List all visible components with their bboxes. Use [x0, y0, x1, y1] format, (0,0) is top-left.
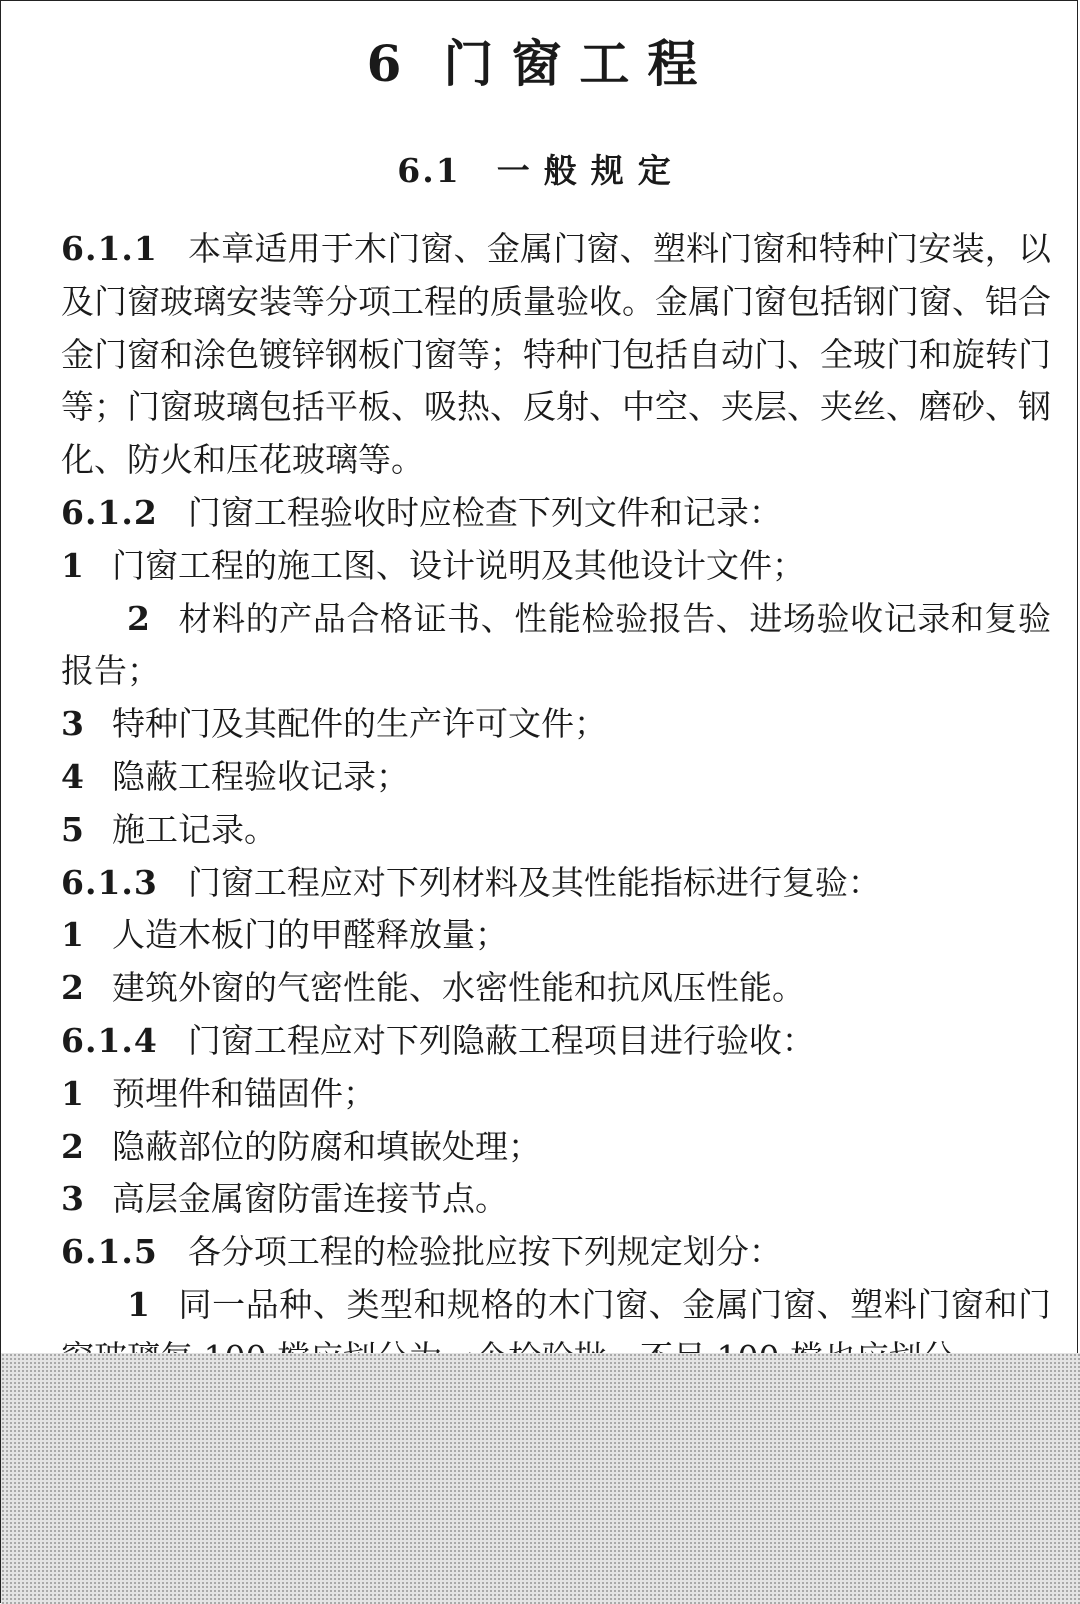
item-number: 3 — [61, 1179, 84, 1219]
item-text: 隐蔽部位的防腐和填嵌处理； — [111, 1126, 541, 1166]
document-body — [61, 223, 1051, 1385]
item-number: 2 — [61, 1126, 84, 1166]
item-text: 建筑外窗的气密性能、水密性能和抗风压性能。 — [111, 968, 805, 1008]
list-item — [61, 540, 1051, 593]
list-item — [61, 593, 1051, 699]
clause-6-1-1 — [61, 223, 1051, 487]
chapter-title — [1, 29, 1080, 99]
item-text: 隐蔽工程验收记录； — [111, 756, 409, 796]
list-item — [61, 698, 1051, 751]
clause-6-1-4 — [61, 1015, 1051, 1068]
chapter-number: 6 — [366, 34, 420, 93]
item-text: 同一品种、类型和规格的木门窗、金属门窗、塑料门窗和门 — [177, 1284, 1051, 1324]
list-item — [61, 804, 1051, 857]
clause-number: 6.1.1 — [61, 229, 158, 268]
item-text: 特种门及其配件的生产许可文件； — [111, 704, 607, 744]
clause-number: 6.1.4 — [61, 1020, 158, 1060]
item-text: 高层金属窗防雷连接节点。 — [111, 1179, 508, 1219]
dotted-overlay — [1, 1353, 1080, 1604]
clause-6-1-3 — [61, 857, 1051, 910]
section-title-text: 一般规定 — [496, 151, 685, 190]
item-number: 1 — [61, 915, 84, 955]
item-text: 门窗工程的施工图、设计说明及其他设计文件； — [111, 545, 805, 585]
item-number: 2 — [127, 598, 150, 638]
list-item — [61, 1121, 1051, 1174]
item-number: 1 — [127, 1284, 150, 1324]
clause-text: 门窗工程验收时应检查下列文件和记录： — [187, 492, 782, 532]
list-item — [61, 962, 1051, 1015]
clause-text: 本章适用于木门窗、金属门窗、塑料门窗和特种门安装，以及门窗玻璃安装等分项工程的质量验收。金属门窗包括钢门窗、铝合金门窗和涂色镀锌钢板门窗等；特种门包括自动门、全玻门和旋转门等；门窗玻璃包括平板、吸热、反射、中空、夹层、夹丝、磨砂、钢化、防火和压花玻璃等。 — [61, 229, 1051, 480]
list-item — [61, 909, 1051, 962]
clause-text: 门窗工程应对下列材料及其性能指标进行复验： — [187, 862, 881, 902]
list-item — [61, 751, 1051, 804]
clause-number: 6.1.5 — [61, 1232, 158, 1272]
clause-6-1-2 — [61, 487, 1051, 540]
section-number: 6.1 — [397, 151, 461, 190]
list-item — [61, 1173, 1051, 1226]
chapter-title-text: 门窗工程 — [443, 34, 716, 93]
item-number: 1 — [61, 1073, 84, 1113]
item-text: 人造木板门的甲醛释放量； — [111, 915, 508, 955]
section-title — [1, 146, 1080, 196]
clause-text: 门窗工程应对下列隐蔽工程项目进行验收： — [187, 1020, 815, 1060]
clause-number: 6.1.2 — [61, 492, 158, 532]
item-number: 1 — [61, 545, 84, 585]
item-number: 5 — [61, 809, 84, 849]
item-number: 4 — [61, 756, 84, 796]
item-text: 材料的产品合格证书、性能检验报告、进场验收记录和复验报告； — [61, 598, 1051, 691]
clause-text: 各分项工程的检验批应按下列规定划分： — [187, 1232, 782, 1272]
clause-6-1-5 — [61, 1226, 1051, 1279]
item-number: 3 — [61, 704, 84, 744]
item-text: 预埋件和锚固件； — [111, 1073, 376, 1113]
item-text: 施工记录。 — [111, 809, 277, 849]
item-number: 2 — [61, 968, 84, 1008]
clause-number: 6.1.3 — [61, 862, 158, 902]
list-item — [61, 1068, 1051, 1121]
